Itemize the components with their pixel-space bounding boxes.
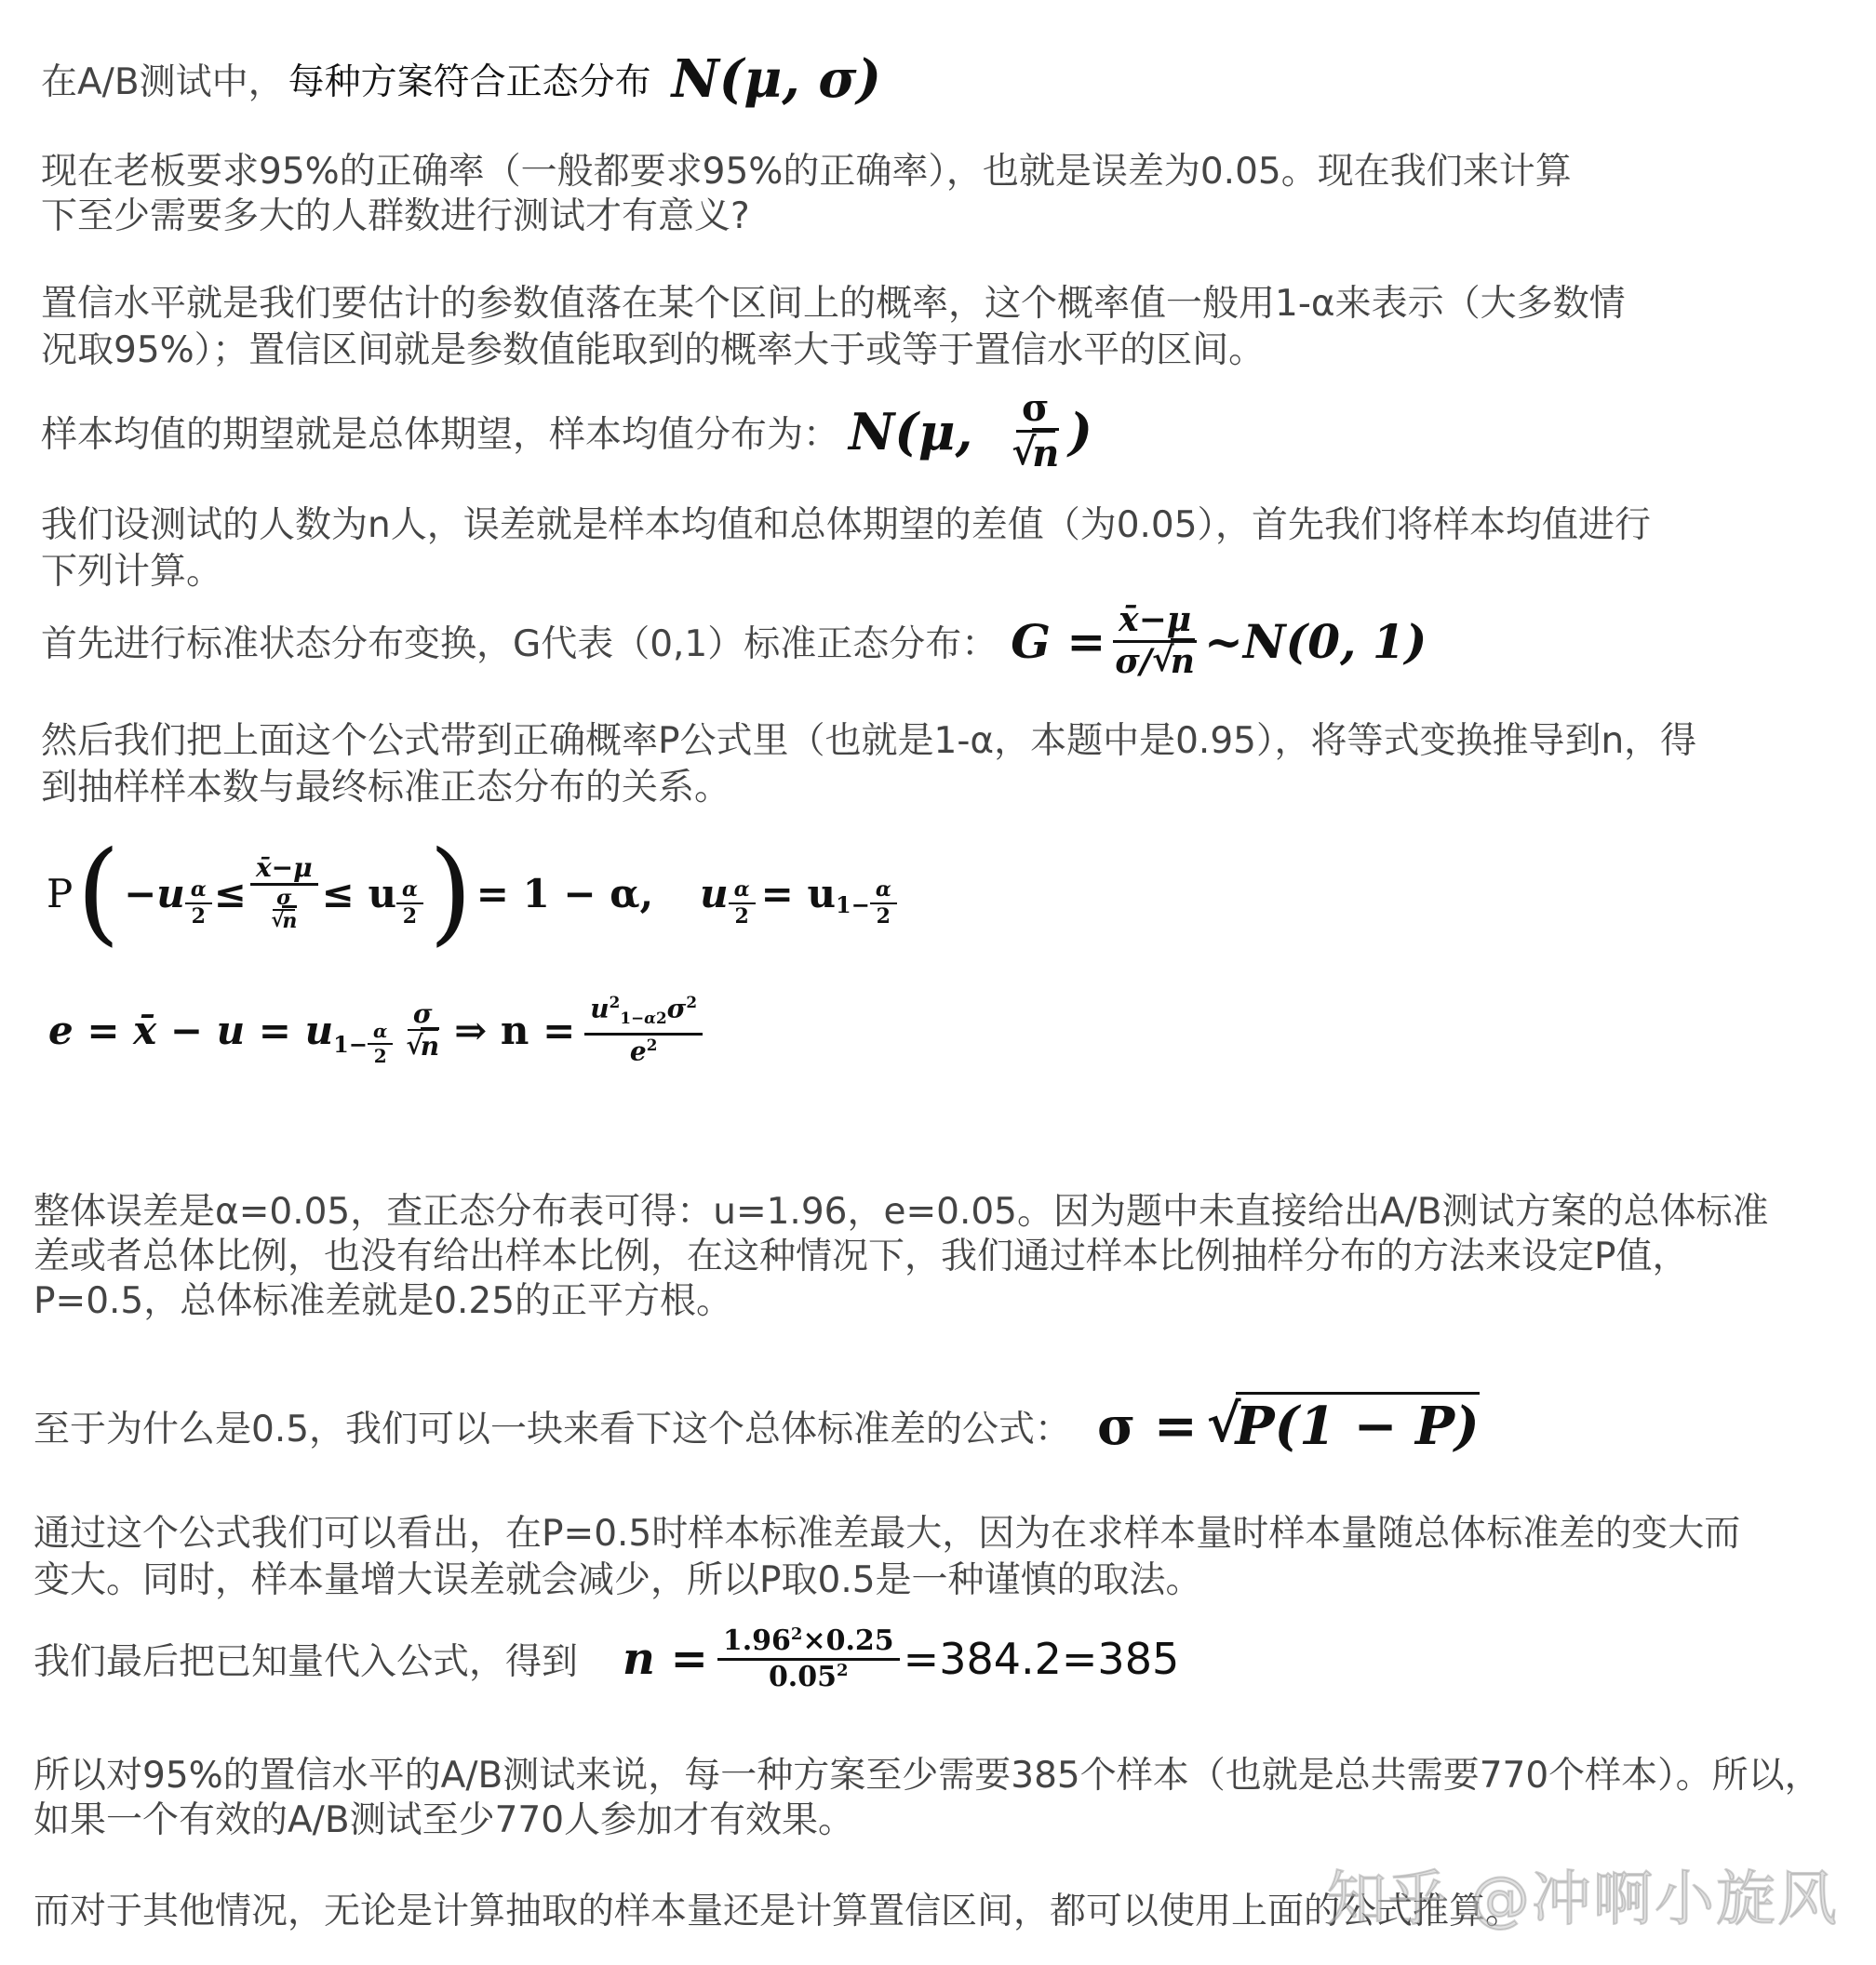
- eq1-rel-sub-frac-num: α: [870, 879, 897, 904]
- para-final-calc: [34, 1626, 1179, 1691]
- para-std-formula: [34, 1396, 1480, 1457]
- eq2-sub: 1−: [333, 1030, 368, 1058]
- formula-sigma-lhs: σ =: [1097, 1396, 1198, 1457]
- para-8-line-2: 差或者总体比例，也没有给出样本比例，在这种情况下，我们通过样本比例抽样分布的方法来设定P值，: [34, 1236, 1689, 1277]
- para-1-text-a: 在A/B测试中，: [41, 61, 285, 103]
- sqrt-radicand: n: [1032, 428, 1059, 475]
- eq1-rel-u: u: [700, 870, 729, 916]
- para-11-text: 我们最后把已知量代入公式，得到: [34, 1641, 579, 1683]
- eq1-left-u: −u: [124, 870, 185, 916]
- formula-sample-mean-post: ): [1068, 401, 1092, 461]
- para-5-line-2: 下列计算。: [41, 551, 223, 593]
- eq1-frac-den-den: n: [282, 905, 297, 933]
- para-6-text: 首先进行标准状态分布变换，G代表（0,1）标准正态分布：: [41, 623, 998, 666]
- eq1-frac-num: x̄−μ: [250, 854, 318, 886]
- zhihu-watermark: 知乎 @冲啊小旋风: [1326, 1865, 1839, 1934]
- eq1-left-sub: [185, 876, 212, 929]
- eq2-result-num: [584, 995, 703, 1036]
- para-10-line-1: 通过这个公式我们可以看出，在P=0.5时样本标准差最大，因为在求样本量时样本量随总体标准差的变大而: [34, 1513, 1741, 1555]
- formula-final-n: n =: [623, 1633, 708, 1685]
- formula-sigma-sqrt: [1207, 1396, 1480, 1457]
- formula-sample-mean-frac: [1006, 386, 1065, 475]
- eq1-frac-den-num: σ: [273, 888, 295, 911]
- formula-normal-dist: N(μ, σ): [671, 48, 882, 110]
- eq1-paren-open: (: [76, 828, 121, 957]
- eq1-rel-sub-frac: [870, 876, 897, 929]
- eq1-rhs: = 1 − α,: [476, 870, 654, 916]
- eq2-sigma-frac-num: σ: [408, 1000, 438, 1031]
- eq2-sigma-frac-den: n: [421, 1027, 439, 1062]
- eq1-rel-sub-left: [729, 876, 756, 929]
- para-3-line-1: 置信水平就是我们要估计的参数值落在某个区间上的概率，这个概率值一般用1-α来表示（大多数情: [41, 283, 1626, 325]
- eq2-result-frac: [584, 993, 703, 1067]
- para-3-line-2: 况取95%）；置信区间就是参数值能取到的概率大于或等于置信水平的区间。: [41, 329, 1266, 371]
- eq1-frac: [250, 851, 318, 934]
- eq1-left-sub-num: α: [185, 879, 212, 904]
- den-a: 0.05: [768, 1660, 838, 1693]
- eq1-rel-eq: = u: [760, 870, 837, 916]
- den-sup: 2: [837, 1660, 849, 1680]
- eq2-arrow: ⇒ n =: [454, 1007, 576, 1053]
- eq2-result-den: [624, 1036, 663, 1065]
- eq1-rel-sub-left-num: α: [729, 879, 756, 904]
- num-sup: 2: [790, 1624, 803, 1644]
- eq2-sigma-frac: [400, 997, 445, 1062]
- formula-sample-mean-pre: N(μ,: [849, 401, 973, 461]
- formula-g: G =: [1011, 613, 1106, 669]
- para-standardize: [41, 600, 1427, 681]
- formula-standardize: [1011, 600, 1427, 681]
- eq2-sub-frac: [368, 1022, 393, 1066]
- eq1-right-sub: [396, 876, 423, 929]
- eq1-right-sub-num: α: [396, 879, 423, 904]
- para-12-line-1: 所以对95%的置信水平的A/B测试来说，每一种方案至少需要385个样本（也就是总共需要770个样本）。所以，: [34, 1755, 1821, 1797]
- para-sample-mean-dist: [41, 386, 1092, 475]
- formula-standardize-frac: [1109, 600, 1200, 681]
- num-a: 1.96: [722, 1624, 791, 1657]
- frac-den-sigma: σ/: [1115, 641, 1152, 681]
- para-8-line-1: 整体误差是α=0.05，查正态分布表可得：u=1.96，e=0.05。因为题中未直接给出A/B测试方案的总体标准: [34, 1191, 1769, 1233]
- equation-sample-size: [48, 994, 706, 1066]
- eq2-num-sig: σ: [666, 993, 687, 1024]
- para-normal-distribution: [41, 48, 881, 110]
- formula-sample-mean: [849, 386, 1092, 475]
- para-2-line-2: 下至少需要多大的人群数进行测试才有意义?: [41, 195, 750, 237]
- para-2-line-1: 现在老板要求95%的正确率（一般都要求95%的正确率），也就是误差为0.05。现在我们来计算: [41, 151, 1572, 193]
- eq1-p: P: [47, 870, 74, 916]
- frac-num: σ: [1016, 389, 1055, 433]
- formula-final-den: [763, 1661, 854, 1692]
- para-7-line-1: 然后我们把上面这个公式带到正确概率P公式里（也就是1-α，本题中是0.95），将等式变换推导到n，得: [41, 720, 1697, 762]
- formula-final-frac: [717, 1626, 900, 1691]
- para-7-line-2: 到抽样样本数与最终标准正态分布的关系。: [41, 767, 731, 809]
- eq1-rel-sub-frac-den: 2: [876, 904, 891, 929]
- formula-standardize-post: ~N(0, 1): [1203, 613, 1427, 669]
- para-10-line-2: 变大。同时，样本量增大误差就会减少，所以P取0.5是一种谨慎的取法。: [34, 1559, 1202, 1601]
- para-4-text: 样本均值的期望就是总体期望，样本均值分布为：: [41, 413, 840, 456]
- frac-num: x̄−μ: [1113, 603, 1197, 643]
- para-1-text-b: 每种方案符合正态分布: [288, 61, 651, 103]
- eq1-left-sub-den: 2: [191, 904, 206, 929]
- para-5-line-1: 我们设测试的人数为n人，误差就是样本均值和总体期望的差值（为0.05），首先我们将样本均值进行: [41, 504, 1652, 546]
- para-9-text: 至于为什么是0.5，我们可以一块来看下这个总体标准差的公式：: [34, 1409, 1072, 1450]
- formula-final-result: =384.2=385: [903, 1634, 1180, 1684]
- para-12-line-2: 如果一个有效的A/B测试至少770人参加才有效果。: [34, 1799, 855, 1841]
- eq2-sub-frac-den: 2: [373, 1045, 387, 1067]
- formula-final: [623, 1626, 904, 1691]
- para-13: 而对于其他情况，无论是计算抽取的样本量还是计算置信区间，都可以使用上面的公式推算。: [34, 1891, 1522, 1932]
- eq1-frac-den: [265, 886, 302, 932]
- eq1-rel-sub: 1−: [836, 890, 870, 918]
- eq1-rel-sub-left-den: 2: [734, 904, 749, 929]
- frac-den: [1109, 643, 1200, 680]
- para-8-line-3: P=0.5，总体标准差就是0.25的正平方根。: [34, 1280, 733, 1322]
- formula-sigma: [1097, 1396, 1480, 1457]
- equation-probability: [47, 828, 897, 957]
- eq2-num-sup: 2: [609, 993, 621, 1012]
- eq1-right-sub-den: 2: [402, 904, 418, 929]
- eq2-num-sub-b: 2: [655, 1009, 667, 1028]
- eq2-num-sub: 1−: [620, 1009, 645, 1028]
- eq2-den-e: e: [629, 1036, 647, 1067]
- eq1-leq-2: ≤ u: [321, 870, 396, 916]
- eq2-num-u: u: [590, 993, 610, 1024]
- eq2-num-sub-a: α: [644, 1009, 656, 1028]
- eq2-sub-frac-num: α: [368, 1022, 393, 1045]
- formula-sigma-radicand: P(1 − P): [1236, 1392, 1480, 1457]
- sqrt-radicand: n: [1171, 638, 1195, 681]
- eq2-lhs: e = x̄ − u = u: [48, 1007, 334, 1053]
- eq1-paren-close: ): [428, 828, 473, 957]
- formula-final-num: [717, 1626, 900, 1661]
- eq2-num-sig-sup: 2: [686, 993, 698, 1012]
- eq2-den-sup: 2: [646, 1035, 658, 1054]
- eq1-leq-1: ≤: [213, 870, 247, 916]
- frac-den: [1006, 433, 1065, 474]
- num-b: ×0.25: [802, 1624, 894, 1657]
